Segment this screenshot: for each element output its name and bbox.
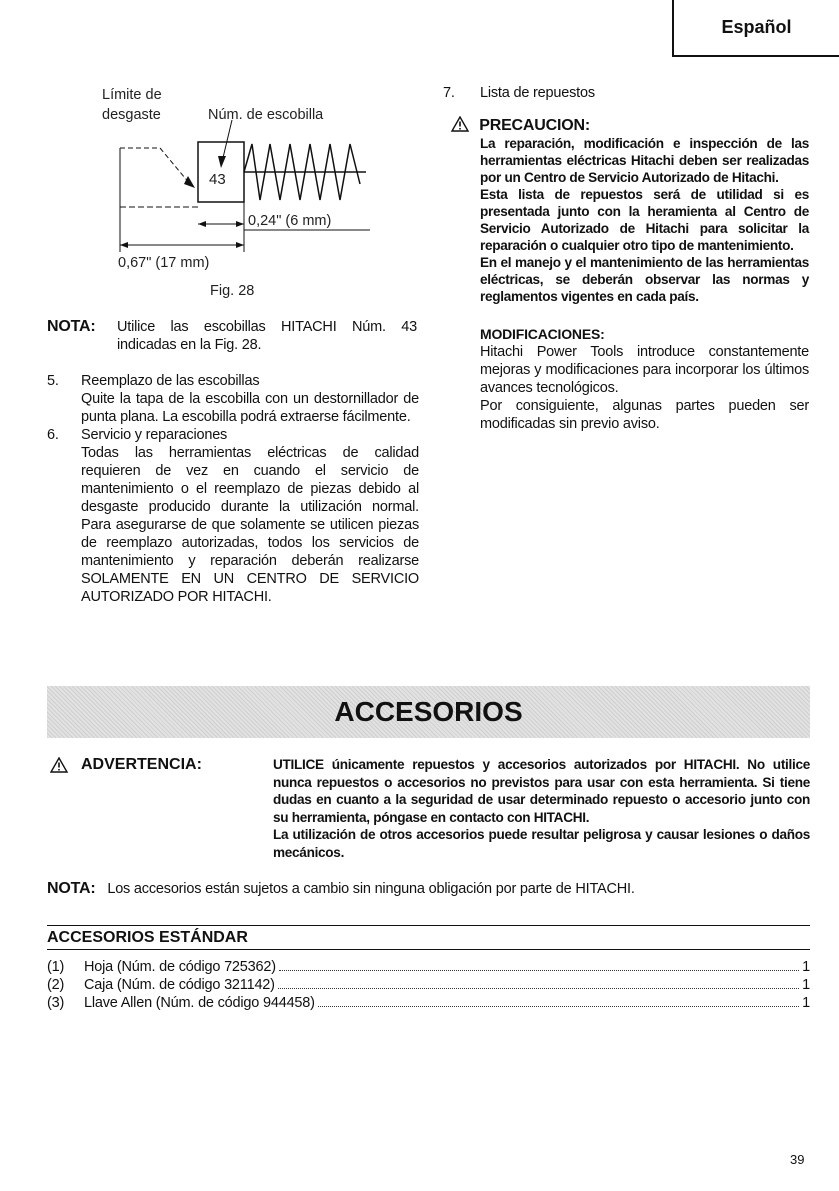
item-qty: 1 [802,959,810,975]
page-number: 39 [790,1152,805,1167]
accesorios-banner [47,686,810,738]
maintenance-list [47,372,419,606]
brush-number-value: 43 [209,171,226,188]
item-qty: 1 [802,977,810,993]
list-item [443,84,809,102]
list-item [47,994,810,1012]
language-tab-label: Español [721,17,792,37]
banner-title: ACCESORIOS [334,696,523,727]
item-text: Hoja (Núm. de código 725362) [84,959,276,975]
leader-dots [318,995,799,1007]
language-tab [672,0,839,57]
list-item-title: Reemplazo de las escobillas [81,373,260,389]
warning-icon [50,757,68,773]
list-item-title: Lista de repuestos [480,85,595,101]
brush-figure [100,84,380,304]
std-accessories-title: ACCESORIOS ESTÁNDAR [47,925,810,950]
list-item [47,976,810,994]
item-text: Caja (Núm. de código 321142) [84,977,275,993]
item-number: (3) [47,995,65,1011]
list-item [47,426,419,606]
std-accessories-list [47,958,810,1012]
nota-text: Utilice las escobillas HITACHI Núm. 43 indicadas en la Fig. 28. [117,319,417,353]
leader-dots [278,977,799,989]
leader-dots [279,959,799,971]
list-item [47,372,419,426]
wear-limit-label-2: desgaste [102,107,161,123]
item-number: (1) [47,959,65,975]
nota-brushes [47,318,417,354]
precaucion-p3: En el manejo y el mantenimiento de las herramientas eléctricas, se deberán observar las normas y reglamentos vigentes en cada país. [480,255,809,304]
list-item-title: Servicio y reparaciones [81,427,228,443]
nota-label: NOTA: [47,318,96,335]
advertencia-label: ADVERTENCIA: [81,756,202,773]
list-item-number: 7. [443,85,455,101]
list-item [47,958,810,976]
modificaciones-p1: Hitachi Power Tools introduce constantemente mejoras y modificaciones para incorporar los últimos avances tecnológicos. [480,344,809,396]
item-text: Llave Allen (Núm. de código 944458) [84,995,315,1011]
advertencia-p2: La utilización de otros accesorios puede resultar peligrosa y causar lesiones o daños mecánicos. [273,827,810,860]
nota-label: NOTA: [47,880,96,897]
right-column [443,84,809,433]
dimension-large: 0,67" (17 mm) [118,255,210,271]
modificaciones-title: MODIFICACIONES: [480,326,605,342]
warning-icon [451,116,469,132]
list-item-body: Todas las herramientas eléctricas de calidad requieren de vez en cuando el servicio de mantenimiento o el reemplazo de piezas debido al desgaste producido durante la utilización normal. Para asegurarse de que solamente se utilicen piezas de reemplazo autorizadas, todos los servicios de mantenimiento y reparación deberán realizarse SOLAMENTE EN UN CENTRO DE SERVICIO AUTORIZADO POR HITACHI. [81,445,419,605]
list-item-number: 6. [47,427,59,443]
precaucion-block [443,116,809,305]
precaucion-p1: La reparación, modificación e inspección de las herramientas eléctricas Hitachi deben ser realizadas por un Centro de Servicio Autorizado de Hitachi. [480,136,809,185]
precaucion-title: PRECAUCION: [479,117,590,134]
nota-accesorios [47,880,810,898]
figure-caption: Fig. 28 [210,283,255,299]
modificaciones-block [443,325,809,433]
brush-number-label: Núm. de escobilla [208,107,324,123]
item-qty: 1 [802,995,810,1011]
advertencia-p1: UTILICE únicamente repuestos y accesorios autorizados por HITACHI. No utilice nunca repuestos o accesorios no previstos para usar con esta herramienta. Si tiene dudas en cuanto a la seguridad de usar determinado repuesto o accesorio junto con su herramienta, póngase en contacto con HITACHI. [273,757,810,825]
modificaciones-p2: Por consiguiente, algunas partes pueden ser modificadas sin previo aviso. [480,398,809,432]
list-item-number: 5. [47,373,59,389]
wear-limit-label-1: Límite de [102,87,162,103]
nota-text: Los accesorios están sujetos a cambio sin ninguna obligación por parte de HITACHI. [107,881,635,897]
precaucion-p2: Esta lista de repuestos será de utilidad si es presentada junto con la heramienta al Centro de Servicio Autorizado de Hitachi para solicitar la reparación o cualquier otro tipo de mantenimiento. [480,187,809,253]
item-number: (2) [47,977,65,993]
dimension-small: 0,24" (6 mm) [248,213,332,229]
list-item-body: Quite la tapa de la escobilla con un destornillador de punta plana. La escobilla podrá extraerse fácilmente. [81,391,419,425]
